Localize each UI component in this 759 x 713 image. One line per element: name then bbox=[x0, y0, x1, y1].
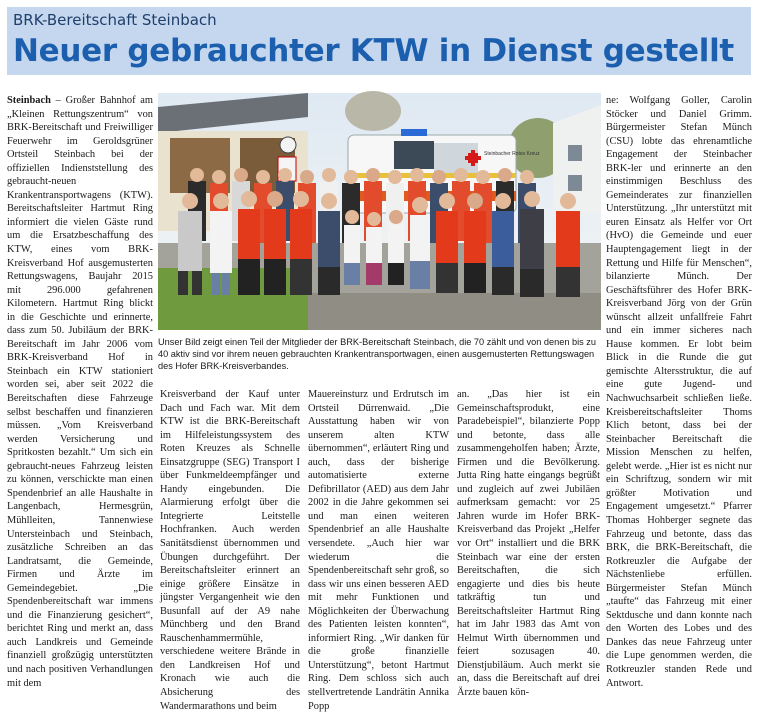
article-headline: Neuer gebrauchter KTW in Dienst gestellt bbox=[13, 33, 734, 69]
group-photo bbox=[158, 93, 601, 330]
photo-caption: Unser Bild zeigt einen Teil der Mitglieder der BRK-Bereitschaft Steinbach, die 70 zählt und von denen bis zu 40 aktiv sind vor ihrem neuen gebrauchten Krankentransportwagen, einen ausgemusterten Rettungswagen des Hofer BRK-Kreisverbandes. bbox=[158, 337, 597, 371]
article-column-1 bbox=[7, 94, 153, 689]
article-kicker: BRK-Bereitschaft Steinbach bbox=[13, 11, 217, 29]
article-header bbox=[7, 7, 751, 75]
group-photo-illustration bbox=[158, 93, 601, 330]
article-column-3 bbox=[308, 388, 449, 712]
article-column-5 bbox=[606, 94, 752, 689]
column-4-text: an. „Das hier ist ein Gemeinschaftsprodukt, eine Paradebeispiel“, bilanzierte Popp und betonte, dass alle zusammengeholfen haben; Ärzte, Firmen und die Bevölkerung. Jutta Ring hatte eingangs begrüßt und zugleich auf zwei Jubiläen aufmerksam gemacht: vor 25 Jahren wurde im Hofer BRK-Kreisverband das Projekt „Helfer vor Ort“ installiert und die BRK Steinbach war eine der ersten Bereitschaften, die sich engagierte und dies bis heute tatkräftig tun und Bereitschaftsleiter Hartmut Ring hat im Jahr 1983 das Amt von Helmut Wirth übernommen und feiert sozusagen 40. Dienstjubiläum. Auch merkt sie an, dass die Bereitschaft auf drei Ärzte bauen kön- bbox=[457, 389, 600, 699]
article-column-2 bbox=[160, 388, 300, 712]
column-3-text: Mauereinsturz und Erdrutsch im Ortsteil Dürrenwaid. „Die Ausstattung haben wir von unserem alten KTW übernommen“, erläutert Ring und auch, dass der bisherige automatisierte externe Defibrillator (AED) aus dem Jahr 2002 in die Jahre gekommen sei und man einen weiteren Spendenbrief an alle Haushalte versendete. „Auch hier war wiederum die Spendenbereitschaft sehr groß, so dass wir uns einen besseren AED mit mehr Funktionen und Möglichkeiten der Überwachung des Patienten leisten konnten“, informiert Ring. „Wir danken für die große finanzielle Unterstützung“, betont Hartmut Ring. Dem schloss sich auch stellvertretende Landrätin Annika Popp bbox=[308, 389, 449, 712]
vehicle-lettering: Steinbacher Rotes Kreuz bbox=[484, 151, 540, 157]
dateline: Steinbach bbox=[7, 95, 51, 106]
column-1-text: – Großer Bahnhof am „Kleinen Rettungszentrum“ von BRK-Bereitschaft und Freiwilliger Feuerwehr im Geroldsgrüner Ortsteil Steinbach bei der offiziellen Indienststellung des gebraucht-neuen Krankentransportwagens (KTW). Bereitschaftsleiter Hartmut Ring informiert die vielen Gäste rund um die Ersatzbeschaffung des KTW, eines vom BRK-Kreisverband Hof ausgemusterten Rettungswagens, Baujahr 2015 mit 296.000 gefahrenen Kilometern. Hartmut Ring blickt in die Geschichte und erinnerte, dass zum 50. Jubiläum der BRK-Bereitschaft im Jahr 2006 vom BRK-Kreisverband Hof in Steinbach ein KTW stationiert worden sei, aber seit 2022 die Bereitschaften diese Fahrzeuge selbst beschaffen und finanzieren müssen. „Vom Kreisverband werden Versicherung und Spritkosten bezahlt.“ Um sich ein gebraucht-neues Fahrzeug leisten zu können, verschickte man einen Spendenbrief an alle Haushalte in Langenbach, Hermesgrün, Mühlleiten, Tannenwiese Untersteinbach und Steinbach, zusätzliche Schreiben an das Landratsamt, die Gemeinde, Firmen und Ärzte im Gemeindegebiet. „Die Spendenbereitschaft war immens und die Finanzierung gesichert“, berichtet Ring und merkt an, dass auch Landkreis und Gemeinde finanziell großzügig unterstützten und nach positiven Verhandlungen mit dem bbox=[7, 95, 153, 689]
column-5-text: ne: Wolfgang Goller, Carolin Stöcker und Daniel Grimm. Bürgermeister Stefan Münch (CSU) lobte das ehrenamtliche Engagement der Steinbacher BRK-ler und erinnerte an den einstimmigen Beschluss des Gemeinderates zur finanziellen Unterstützung. „Ihr unterstützt mit euren Einsatz als Helfer vor Ort (HvO) die Gemeinde und euer Hauptengagement liegt in der Rettung und Hilfe für Menschen“, bilanzierte Münch. Der Geschäftsführer des Hofer BRK-Kreisverband Jörg von der Grün wünscht allzeit unfallfreie Fahrt und ein immer sicheres nach Hause kommen. Er lobt beim Blick in die Runde die gut gemischte Altersstruktur, die auf eine gute Jugend- und Nachwuchsarbeit schließen ließe. Kreisbereitschaftsleiter Thoms Klich betont, dass bei der Steinbacher Bereitschaft die Mission Menschen zu helfen, gelebt werde. „Hier ist es nicht nur ein Schriftzug, sondern wir mit größter Motivation und Engagement umgesetzt.“ Pfarrer Thomas Hohberger segnete das Fahrzeug und betonte, dass das BRK, die BRK-Bereitschaft, die Rotkreuzler die Aufgabe der Nächstenliebe erfüllen. Bürgermeister Stefan Münch „taufte“ das Fahrzeug mit einer Sektdusche und dann konnte nach den Worten des Lobes und des Dankes das neue Fahrzeug unter die Lupe genommen werden, die Rotkreuzler standen Rede und Antwort. bbox=[606, 95, 752, 689]
column-2-text: Kreisverband der Kauf unter Dach und Fach war. Mit dem KTW ist die BRK-Bereitschaft im Hilfeleistungssystem des Roten Kreuzes als Schnelle Einsatzgruppe (SEG) Transport I über Funkmeldeempfänger und Handy eingebunden. Die Alarmierung erfolgt über die Integrierte Leitstelle Hochfranken. Auch werden Sanitätsdienst übernommen und Übungen durchgeführt. Der Bereitschaftsleiter erinnert an einige größere Einsätze in jüngster Vergangenheit wie den Busunfall auf der A9 nahe Münchberg und den Brand Rauschenhammermühle, verschiedene weitere Brände in den Landkreisen Hof und Kronach wie auch die Absicherung des Wandermarathons und beim bbox=[160, 389, 300, 712]
article-column-4 bbox=[457, 388, 600, 699]
